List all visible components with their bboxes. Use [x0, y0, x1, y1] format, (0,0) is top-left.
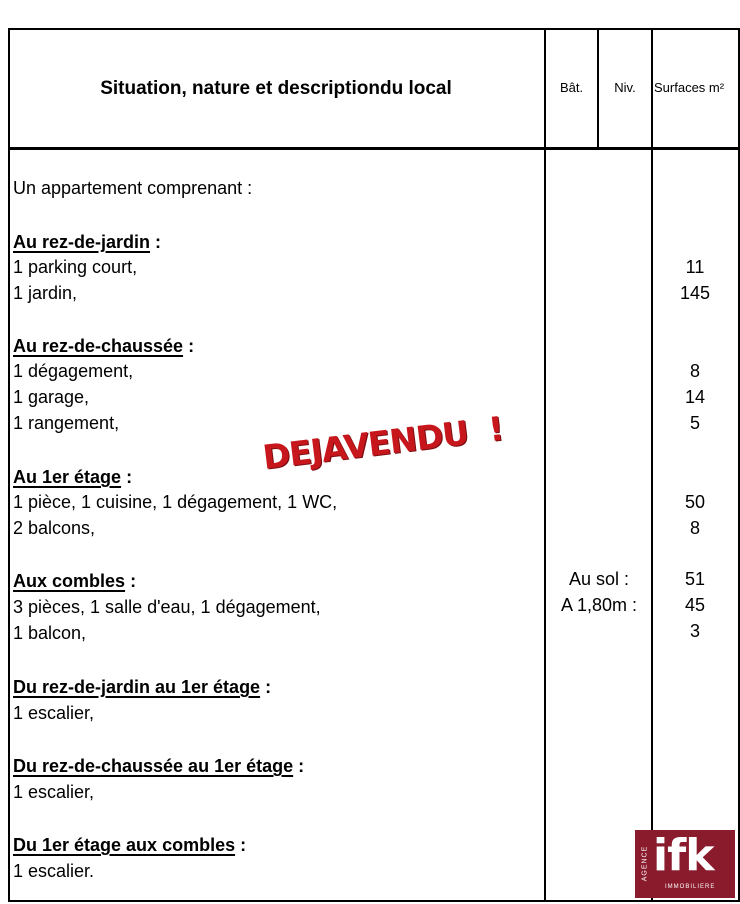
section-heading: Au rez-de-chaussée :	[13, 336, 195, 356]
section-heading: Au 1er étage :	[13, 467, 133, 487]
logo-side-text: AGENCE	[641, 845, 649, 882]
header-surfaces: Surfaces m²	[654, 80, 725, 95]
header-niv: Niv.	[614, 80, 636, 95]
header-bottom-border	[8, 147, 740, 150]
list-item: 1 rangement,	[13, 413, 120, 433]
surface-value: 5	[689, 413, 700, 433]
surface-value: 51	[684, 569, 706, 589]
col-divider-niv	[651, 28, 653, 902]
list-item: 1 parking court,	[13, 257, 138, 277]
list-item: 1 escalier,	[13, 782, 95, 802]
table-left-border	[8, 28, 10, 902]
niveau-note: A 1,80m :	[560, 595, 638, 615]
surface-value: 8	[689, 518, 700, 538]
agency-logo	[635, 830, 735, 898]
section-heading: Aux combles :	[13, 571, 137, 591]
section-heading: Du 1er étage aux combles :	[13, 835, 247, 855]
list-item: 1 pièce, 1 cuisine, 1 dégagement, 1 WC,	[13, 492, 338, 512]
section-heading: Du rez-de-chaussée au 1er étage :	[13, 756, 305, 776]
list-item: 1 garage,	[13, 387, 90, 407]
niveau-note: Au sol :	[568, 569, 630, 589]
logo-subtitle: IMMOBILIERE	[665, 884, 716, 890]
section-heading: Au rez-de-jardin :	[13, 232, 162, 252]
list-item: 1 escalier,	[13, 703, 95, 723]
list-item: 1 balcon,	[13, 623, 87, 643]
list-item: 1 jardin,	[13, 283, 78, 303]
surface-value: 3	[689, 621, 700, 641]
col-divider-description	[544, 28, 546, 902]
logo-wordmark: ifk	[653, 830, 714, 881]
list-item: 1 dégagement,	[13, 361, 134, 381]
list-item: 3 pièces, 1 salle d'eau, 1 dégagement,	[13, 597, 321, 617]
sold-stamp: DEJAVENDU !	[260, 408, 506, 477]
surface-value: 50	[684, 492, 706, 512]
surface-value: 45	[684, 595, 706, 615]
intro-text: Un appartement comprenant :	[13, 178, 253, 198]
section-heading: Du rez-de-jardin au 1er étage :	[13, 677, 272, 697]
surface-value: 8	[689, 361, 700, 381]
table-bottom-border	[8, 900, 740, 902]
list-item: 1 escalier.	[13, 861, 95, 881]
surface-value: 14	[684, 387, 706, 407]
surface-value: 145	[679, 283, 711, 303]
header-bat: Bât.	[559, 80, 584, 95]
surface-value: 11	[685, 257, 705, 277]
header-description-title: Situation, nature et descriptiondu local	[100, 78, 452, 99]
list-item: 2 balcons,	[13, 518, 96, 538]
table-top-border	[8, 28, 740, 30]
